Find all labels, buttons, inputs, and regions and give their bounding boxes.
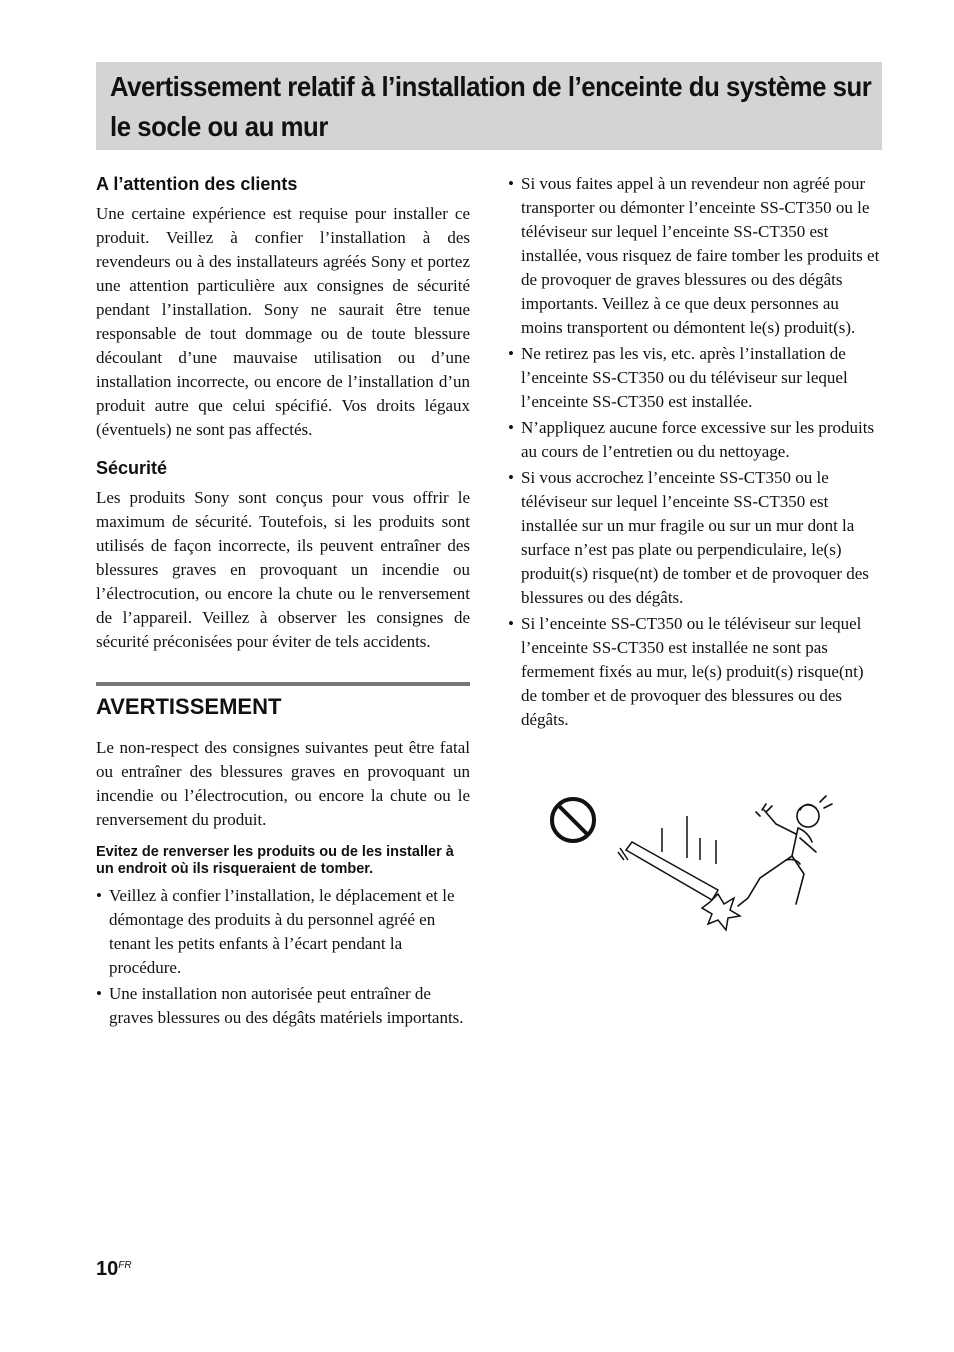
- page-title-bar: [96, 62, 882, 150]
- list-item: • Ne retirez pas les vis, etc. après l’installation de l’enceinte SS-CT350 ou du téléviseur sur lequel l’enceinte SS-CT350 est installée.: [508, 342, 882, 414]
- warning-bullets-left: [96, 884, 470, 1030]
- list-item: • Une installation non autorisée peut entraîner de graves blessures ou des dégâts matériels importants.: [96, 982, 470, 1030]
- warning-divider: [96, 682, 470, 686]
- right-column: [508, 172, 882, 734]
- page-language-suffix: FR: [118, 1260, 132, 1271]
- list-item: • Si l’enceinte SS-CT350 ou le téléviseur sur lequel l’enceinte SS-CT350 est installée ne sont pas fermement fixés au mur, le(s) produit(s) risque(nt) de tomber et de provoquer des blessures ou des dégâts.: [508, 612, 882, 732]
- impact-burst-icon: [702, 894, 740, 930]
- warning-bullets-right: [508, 172, 882, 732]
- list-item: • Veillez à confier l’installation, le déplacement et le démontage des produits à du personnel agréé en tenant les petits enfants à l’écart pendant la procédure.: [96, 884, 470, 980]
- securite-heading: Sécurité: [96, 458, 168, 478]
- warning-text: Le non-respect des consignes suivantes peut être fatal ou entraîner des blessures graves en provoquant un incendie ou l’électrocution, ou encore la chute ou le renversement du produit.: [96, 738, 470, 829]
- warning-subheading: Evitez de renverser les produits ou de les installer à un endroit où ils risqueraient de tomber.: [96, 844, 454, 877]
- warning-heading: AVERTISSEMENT: [96, 694, 282, 719]
- prohibition-icon: [552, 799, 594, 841]
- clients-text: Une certaine expérience est requise pour installer ce produit. Veillez à confier l’installation à des revendeurs ou à des installateurs agréés Sony et portez une attention particulière aux consignes de sécurité pendant l’installation. Sony ne saurait être tenue responsable de tout dommage ou de toute blessure découlant d’une mauvaise utilisation ou d’une installation incorrecte, ou encore de l’installation d’un produit autre que celui spécifié. Vos droits légaux (éventuels) ne sont pas affectés.: [96, 204, 470, 439]
- page-number-value: 10: [96, 1258, 119, 1280]
- list-item: • Si vous accrochez l’enceinte SS-CT350 ou le téléviseur sur lequel l’enceinte SS-CT350 est installée sur un mur fragile ou sur un mur dont la surface n’est pas plate ou perpendiculaire, le(s) produit(s) risque(nt) de tomber et de provoquer des blessures ou des dégâts.: [508, 466, 882, 610]
- securite-text: Les produits Sony sont conçus pour vous offrir le maximum de sécurité. Toutefois, si les produits sont utilisés de façon incorrecte, ils peuvent entraîner des blessures graves en provoquant un incendie ou l’électrocution, ou encore la chute ou le renversement de l’appareil. Veillez à observer les consignes de sécurité préconisées pour éviter de tels accidents.: [96, 488, 470, 651]
- injured-person-icon: [738, 796, 832, 906]
- clients-heading: A l’attention des clients: [96, 174, 298, 194]
- speaker-bar-icon: [618, 842, 718, 900]
- page-title: Avertissement relatif à l’installation de l’enceinte du système sur le socle ou au mur: [110, 71, 872, 142]
- falling-speaker-illustration: [540, 790, 850, 935]
- motion-lines: [662, 816, 716, 864]
- list-item: • Si vous faites appel à un revendeur non agréé pour transporter ou démonter l’enceinte SS-CT350 ou le téléviseur sur lequel l’enceinte SS-CT350 est installée, vous risquez de faire tomber les produits et de provoquer de graves blessures ou des dégâts importants. Veillez à ce que deux personnes au moins transportent ou démontent le(s) produit(s).: [508, 172, 882, 340]
- page-number: [96, 1258, 132, 1281]
- list-item: • N’appliquez aucune force excessive sur les produits au cours de l’entretien ou du nettoyage.: [508, 416, 882, 464]
- left-column: [96, 172, 470, 1032]
